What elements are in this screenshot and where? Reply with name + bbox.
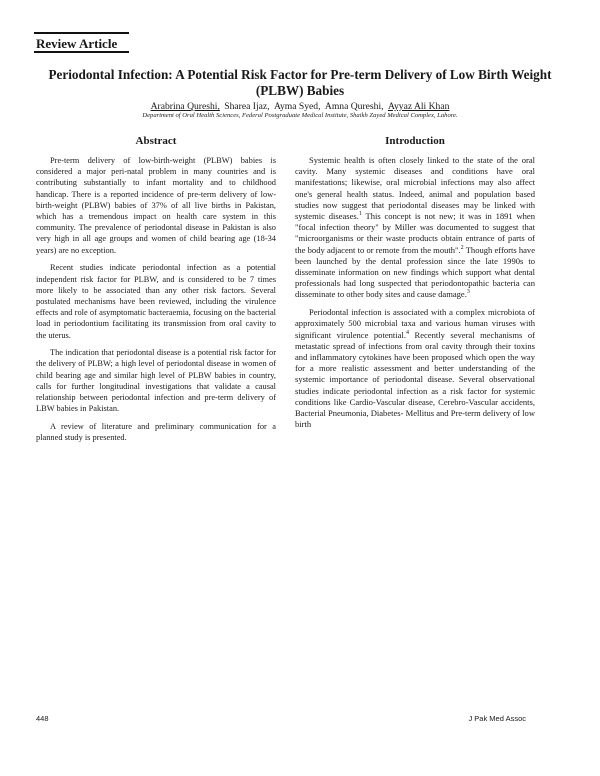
author-name: Sharea Ijaz,	[224, 101, 270, 112]
citation-ref: 3	[466, 289, 470, 296]
journal-name: J Pak Med Assoc	[468, 714, 526, 723]
abstract-heading: Abstract	[135, 135, 177, 147]
header-rule-top	[34, 32, 129, 34]
citation-ref: 2	[460, 244, 464, 251]
author-name: Amna Qureshi,	[324, 101, 384, 112]
abstract-paragraph: A review of literature and preliminary communication for a planned study is presented.	[36, 421, 276, 443]
author-name: Ayyaz Ali Khan	[387, 101, 450, 112]
introduction-heading: Introduction	[385, 135, 445, 147]
author-list	[40, 101, 560, 112]
text-run: This concept is not new; it was in 1891 when "focal infection theory" by Miller was documented to suggest that "microorganisms or their waste products obtain entrance of parts of the body adjacent to or remote from the mouth".	[295, 211, 535, 255]
article-title: Periodontal Infection: A Potential Risk Factor for Pre-term Delivery of Low Birth Weight (PLBW) Babies	[48, 67, 552, 98]
citation-ref: 1	[358, 211, 362, 218]
introduction-paragraph	[295, 155, 535, 301]
text-run: Periodontal infection is associated with a complex microbiota of approximately 500 microbial taxa and various human viruses with significant virulence potential.	[295, 307, 535, 340]
author-name: Ayma Syed,	[273, 101, 321, 112]
page-number: 448	[36, 714, 49, 723]
text-run: Systemic health is often closely linked to the state of the oral cavity. Many systemic diseases and conditions have oral manifestations; likewise, oral microbial infections may also affect one's general health status. Indeed, animal and population based studies now suggest that periodontal diseases may be linked with systemic diseases.	[295, 155, 535, 222]
abstract-column	[36, 135, 276, 450]
abstract-paragraph: Recent studies indicate periodontal infection as a potential independent risk factor for PLBW, and is considered to be 7 times more likely to be associated than any other risk factors. Several postulated mechanisms have been reviewed, including the virulence effects and role of asymptomatic bacteraemia, focusing on the bacterial load in periodontium facilitating its transmission from oral cavity to the uterus.	[36, 263, 276, 340]
affiliation: Department of Oral Health Sciences, Federal Postgraduate Medical Institute, Shaikh Zayed Medical Complex, Lahore.	[142, 112, 458, 119]
abstract-paragraph: Pre-term delivery of low-birth-weight (PLBW) babies is considered a major peri-natal problem in many countries and is contributing substantially to infant mortality and to childhood handicap. There is a reported incidence of pre-term delivery of low-birth-weight (PLBW) babies of 37% of all live births in Pakistan, which has a tremendous impact on health care system in this community. The prevalence of periodontal disease in Pakistan is also very high in all age groups and women of child bearing age (18-34 years) are no exception.	[36, 156, 276, 255]
article-type-label: Review Article	[36, 36, 118, 51]
introduction-paragraph	[295, 307, 535, 430]
text-run: Though efforts have been launched by the dental profession since the late 1990s to disseminate information on new findings which support what dental professionals had long suspected that periodontopathic bacteria can disseminate to other body sites and cause damage.	[295, 244, 535, 300]
author-name: Arabrina Qureshi,	[150, 101, 220, 112]
introduction-column	[295, 135, 535, 437]
header-rule-bottom	[34, 51, 129, 53]
abstract-paragraph: The indication that periodontal disease is a potential risk factor for the delivery of PLBW; a high level of periodontal disease in women of child bearing age and similar high level of PLBW babies in country, calls for further longitudinal investigations that validate a causal relationship between periodontal infection and pre-term delivery of LBW babies in Pakistan.	[36, 348, 276, 414]
citation-ref: 4	[405, 329, 409, 336]
text-run: Recently several mechanisms of metastatic spread of infections from oral cavity through their toxins and inflammatory cytokines have been proposed which open the way for a more realistic assessment and better understanding of the systemic importance of periodontal disease. Several observational studies indicate periodontal infection as a risk factor for systemic conditions like Cardio-Vascular disease, Cerebro-Vascular accidents, Bacterial Pneumonia, Diabetes- Mellitus and Pre-term delivery of low birth	[295, 329, 535, 430]
